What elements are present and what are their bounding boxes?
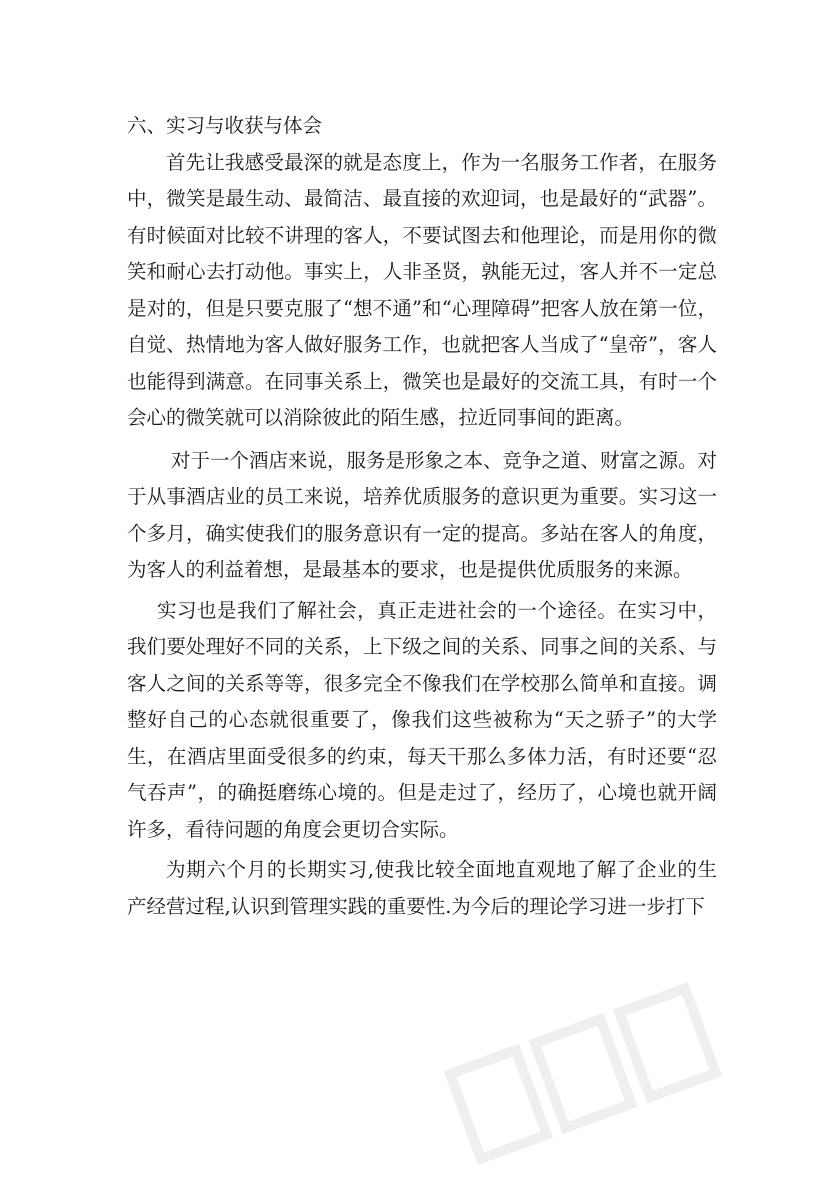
paragraph-service: 对于一个酒店来说，服务是形象之本、竞争之道、财富之源。对于从事酒店业的员工来说，培养优质服务的意识更为重要。实习这一个多月，确实使我们的服务意识有一定的提高。多站在客人的角度，为客人的利益着想，是最基本的要求，也是提供优质服务的来源。: [127, 448, 718, 581]
document-body: [127, 108, 717, 925]
section-heading: 六、实习与收获与体会: [127, 114, 323, 137]
watermark-logo-icon: [420, 980, 740, 1180]
paragraph-society: 实习也是我们了解社会，真正走进社会的一个途径。在实习中，我们要处理好不同的关系，上下级之间的关系、同事之间的关系、与客人之间的关系等等，很多完全不像我们在学校那么简单和直接。调整好自己的心态就很重要了，像我们这些被称为“天之骄子”的大学生，在酒店里面受很多的约束，每天干那么多体力活，有时还要“忍气吞声”，的确挺磨练心境的。但是走过了，经历了，心境也就开阔许多，看待问题的角度会更切合实际。: [127, 598, 717, 841]
paragraph-attitude: 首先让我感受最深的就是态度上，作为一名服务工作者，在服务中，微笑是最生动、最简洁、最直接的欢迎词，也是最好的“武器”。有时候面对比较不讲理的客人，不要试图去和他理论，而是用你的微笑和耐心去打动他。事实上，人非圣贤，孰能无过，客人并不一定总是对的，但是只要克服了“想不通”和“心理障碍”把客人放在第一位，自觉、热情地为客人做好服务工作，也就把客人当成了“皇帝”，客人也能得到满意。在同事关系上，微笑也是最好的交流工具，有时一个会心的微笑就可以消除彼此的陌生感，拉近同事间的距离。: [127, 150, 717, 429]
paragraph-long-term: 为期六个月的长期实习,使我比较全面地直观地了解了企业的生产经营过程,认识到管理实践的重要性.为今后的理论学习进一步打下: [127, 858, 717, 918]
